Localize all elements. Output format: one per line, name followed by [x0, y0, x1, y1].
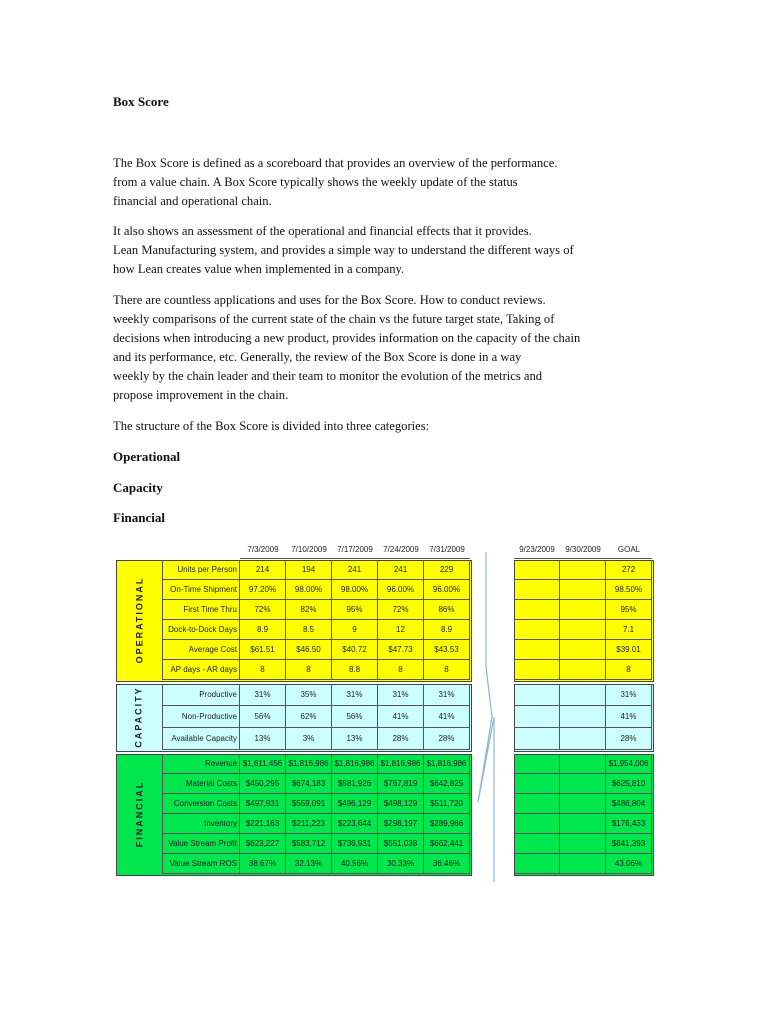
goal-cell: $625,810: [606, 774, 652, 794]
future-cell: [560, 774, 606, 794]
category-financial: Financial: [113, 510, 166, 525]
table-cell: 8: [286, 660, 332, 680]
table-cell: 32.13%: [286, 854, 332, 874]
paragraph-4: [113, 417, 633, 436]
table-row: [162, 728, 470, 750]
section-label: OPERATIONAL: [134, 576, 144, 664]
date-header: 7/24/2009: [378, 542, 424, 559]
goal-cell: $486,804: [606, 794, 652, 814]
future-cell: [514, 774, 560, 794]
section-label-wrap: [116, 560, 162, 680]
future-cell: [514, 620, 560, 640]
table-cell: 194: [286, 560, 332, 580]
table-cell: 95%: [332, 600, 378, 620]
future-cell: [560, 580, 606, 600]
goal-cell: 28%: [606, 728, 652, 750]
row-label: Inventory: [162, 814, 240, 834]
goal-cell: 43.06%: [606, 854, 652, 874]
table-cell: 98.00%: [332, 580, 378, 600]
future-cell: [514, 814, 560, 834]
goal-cell: $176,433: [606, 814, 652, 834]
table-row: [162, 754, 470, 774]
table-cell: 82%: [286, 600, 332, 620]
future-cell: [560, 684, 606, 706]
table-cell: $583,712: [286, 834, 332, 854]
table-cell: $298,197: [378, 814, 424, 834]
table-cell: $497,931: [240, 794, 286, 814]
table-cell: 8.9: [240, 620, 286, 640]
goal-header: GOAL: [606, 542, 652, 559]
date-header: 7/17/2009: [332, 542, 378, 559]
table-cell: 8.9: [424, 620, 470, 640]
table-cell: 72%: [378, 600, 424, 620]
row-label: Available Capacity: [162, 728, 240, 750]
table-cell: $1,816,986: [332, 754, 378, 774]
future-cell: [514, 754, 560, 774]
row-label: Average Cost: [162, 640, 240, 660]
paragraph-3: [113, 291, 633, 405]
table-cell: 12: [378, 620, 424, 640]
table-cell: 36.46%: [424, 854, 470, 874]
table-cell: 241: [332, 560, 378, 580]
table-cell: 96.00%: [378, 580, 424, 600]
table-cell: $496,129: [332, 794, 378, 814]
table-cell: 41%: [378, 706, 424, 728]
future-cell: [514, 794, 560, 814]
future-cell: [560, 640, 606, 660]
table-cell: 8: [240, 660, 286, 680]
future-cell: [514, 580, 560, 600]
table-cell: 41%: [424, 706, 470, 728]
table-row: [162, 814, 470, 834]
table-cell: $61.51: [240, 640, 286, 660]
table-cell: 31%: [240, 684, 286, 706]
table-row: [162, 600, 470, 620]
table-row: [162, 560, 470, 580]
future-cell: [514, 660, 560, 680]
section-label-wrap: [116, 754, 162, 874]
table-cell: 97.20%: [240, 580, 286, 600]
paragraph-line: It also shows an assessment of the operational and financial effects that it provides.: [113, 224, 532, 238]
row-label: Value Stream Profit: [162, 834, 240, 854]
future-cell: [560, 560, 606, 580]
future-cell: [514, 834, 560, 854]
future-cell: [560, 814, 606, 834]
table-cell: $559,091: [286, 794, 332, 814]
section-label-wrap: [116, 684, 162, 750]
table-cell: $46.50: [286, 640, 332, 660]
future-cell: [560, 600, 606, 620]
future-date-header: 9/23/2009: [514, 542, 560, 559]
goal-cell: $39.01: [606, 640, 652, 660]
table-cell: 8: [424, 660, 470, 680]
table-cell: 62%: [286, 706, 332, 728]
table-cell: 8.8: [332, 660, 378, 680]
goal-cell: $841,393: [606, 834, 652, 854]
paragraph-line: There are countless applications and uses for the Box Score. How to conduct reviews.: [113, 293, 546, 307]
future-cell: [560, 660, 606, 680]
paragraph-line: how Lean creates value when implemented in a company.: [113, 262, 405, 276]
table-row: [162, 834, 470, 854]
table-cell: 229: [424, 560, 470, 580]
row-label: Material Costs: [162, 774, 240, 794]
paragraph-line: propose improvement in the chain.: [113, 388, 289, 402]
table-row: [162, 706, 470, 728]
category-capacity: Capacity: [113, 480, 163, 495]
goal-cell: 8: [606, 660, 652, 680]
table-row: [162, 854, 470, 874]
date-header: 7/31/2009: [424, 542, 470, 559]
table-cell: $623,227: [240, 834, 286, 854]
goal-cell: 98.50%: [606, 580, 652, 600]
future-cell: [560, 834, 606, 854]
table-row: [162, 774, 470, 794]
table-cell: 35%: [286, 684, 332, 706]
table-cell: $662,441: [424, 834, 470, 854]
table-row: [162, 684, 470, 706]
paragraph-line: and its performance, etc. Generally, the review of the Box Score is done in a way: [113, 350, 522, 364]
table-cell: $674,183: [286, 774, 332, 794]
table-cell: $1,816,986: [378, 754, 424, 774]
table-row: [162, 640, 470, 660]
table-cell: $43.53: [424, 640, 470, 660]
box-score-table: [116, 542, 656, 882]
table-cell: $498,129: [378, 794, 424, 814]
table-cell: 31%: [332, 684, 378, 706]
page-title: Box Score: [113, 94, 169, 109]
table-cell: 56%: [332, 706, 378, 728]
table-cell: $511,720: [424, 794, 470, 814]
date-header: 7/3/2009: [240, 542, 286, 559]
table-cell: $1,816,986: [424, 754, 470, 774]
table-cell: 8: [378, 660, 424, 680]
paragraph-line: weekly by the chain leader and their team to monitor the evolution of the metrics and: [113, 369, 543, 383]
section-label: CAPACITY: [134, 686, 144, 748]
future-cell: [514, 560, 560, 580]
category-operational: Operational: [113, 449, 181, 464]
section-label: FINANCIAL: [134, 780, 144, 848]
paragraph-line: from a value chain. A Box Score typically shows the weekly update of the status: [113, 175, 518, 189]
future-cell: [560, 794, 606, 814]
table-cell: $40.72: [332, 640, 378, 660]
row-label: AP days - AR days: [162, 660, 240, 680]
table-cell: 31%: [378, 684, 424, 706]
table-cell: $211,223: [286, 814, 332, 834]
table-cell: 40.56%: [332, 854, 378, 874]
paragraph-line: The Box Score is defined as a scoreboard that provides an overview of the performance.: [113, 156, 558, 170]
future-cell: [514, 706, 560, 728]
table-cell: $1,816,986: [286, 754, 332, 774]
row-label: Dock-to-Dock Days: [162, 620, 240, 640]
future-cell: [514, 640, 560, 660]
goal-cell: 7.1: [606, 620, 652, 640]
row-label: Units per Person: [162, 560, 240, 580]
paragraph-line: decisions when introducing a new product, provides information on the capacity of the chain: [113, 331, 581, 345]
table-row: [162, 794, 470, 814]
row-label: Non-Productive: [162, 706, 240, 728]
table-cell: $1,611,456: [240, 754, 286, 774]
goal-cell: 272: [606, 560, 652, 580]
table-cell: 30.33%: [378, 854, 424, 874]
row-label: On-Time Shipment: [162, 580, 240, 600]
table-cell: 9: [332, 620, 378, 640]
future-cell: [514, 684, 560, 706]
table-cell: 72%: [240, 600, 286, 620]
row-label: Productive: [162, 684, 240, 706]
paragraph-line: weekly comparisons of the current state of the chain vs the future target state, Taking of: [113, 312, 555, 326]
future-cell: [560, 854, 606, 874]
table-cell: $221,163: [240, 814, 286, 834]
future-cell: [514, 600, 560, 620]
table-cell: $551,038: [378, 834, 424, 854]
future-cell: [514, 854, 560, 874]
future-cell: [560, 728, 606, 750]
table-cell: $47.73: [378, 640, 424, 660]
table-cell: 8.5: [286, 620, 332, 640]
table-cell: $581,926: [332, 774, 378, 794]
row-label: First Time Thru: [162, 600, 240, 620]
future-date-header: 9/30/2009: [560, 542, 606, 559]
table-cell: 214: [240, 560, 286, 580]
goal-cell: 31%: [606, 684, 652, 706]
paragraph-1: [113, 154, 633, 211]
table-cell: 28%: [378, 728, 424, 750]
goal-cell: 95%: [606, 600, 652, 620]
table-cell: 28%: [424, 728, 470, 750]
table-cell: 56%: [240, 706, 286, 728]
table-cell: $289,966: [424, 814, 470, 834]
table-cell: $642,825: [424, 774, 470, 794]
table-cell: 38.67%: [240, 854, 286, 874]
row-label: Value Stream ROS: [162, 854, 240, 874]
table-cell: 13%: [240, 728, 286, 750]
table-cell: 96.00%: [424, 580, 470, 600]
table-row: [162, 580, 470, 600]
paragraph-line: Lean Manufacturing system, and provides a simple way to understand the different ways of: [113, 243, 574, 257]
table-cell: 13%: [332, 728, 378, 750]
table-cell: 86%: [424, 600, 470, 620]
break-line-icon: [472, 552, 512, 882]
table-cell: $223,644: [332, 814, 378, 834]
table-cell: $450,295: [240, 774, 286, 794]
table-row: [162, 620, 470, 640]
row-label: Conversion Costs: [162, 794, 240, 814]
future-cell: [514, 728, 560, 750]
paragraph-2: [113, 222, 633, 279]
future-cell: [560, 620, 606, 640]
table-cell: $767,819: [378, 774, 424, 794]
table-row: [162, 660, 470, 680]
row-label: Revenue: [162, 754, 240, 774]
table-cell: $736,931: [332, 834, 378, 854]
date-header: 7/10/2009: [286, 542, 332, 559]
goal-cell: $1,954,006: [606, 754, 652, 774]
future-cell: [560, 754, 606, 774]
goal-cell: 41%: [606, 706, 652, 728]
future-cell: [560, 706, 606, 728]
table-cell: 31%: [424, 684, 470, 706]
paragraph-line: The structure of the Box Score is divided into three categories:: [113, 419, 430, 433]
table-cell: 3%: [286, 728, 332, 750]
paragraph-line: financial and operational chain.: [113, 194, 272, 208]
table-cell: 241: [378, 560, 424, 580]
table-cell: 98.00%: [286, 580, 332, 600]
